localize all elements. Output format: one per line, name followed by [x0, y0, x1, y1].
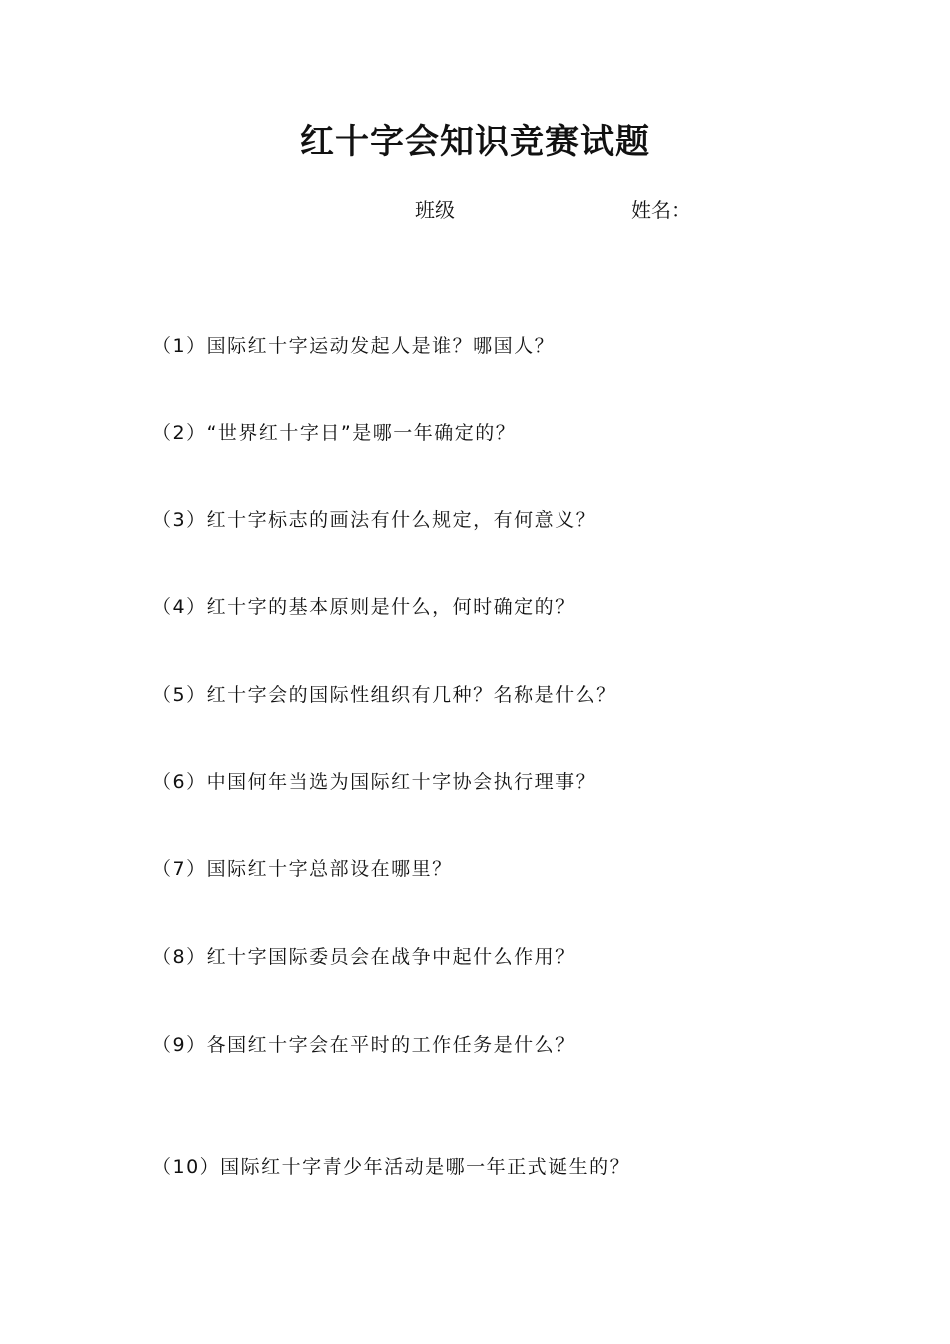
question-8: （8）红十字国际委员会在战争中起什么作用？ — [152, 946, 576, 968]
question-1: （1）国际红十字运动发起人是谁？哪国人？ — [152, 335, 556, 357]
question-4: （4）红十字的基本原则是什么，何时确定的？ — [152, 596, 576, 618]
question-3: （3）红十字标志的画法有什么规定，有何意义？ — [152, 509, 597, 531]
class-field-label: 班级 — [415, 198, 455, 222]
question-10: （10）国际红十字青少年活动是哪一年正式诞生的？ — [152, 1156, 631, 1178]
name-field-label: 姓名： — [631, 198, 691, 222]
question-2: （2）“世界红十字日”是哪一年确定的？ — [152, 422, 517, 444]
page-title: 红十字会知识竞赛试题 — [300, 122, 650, 162]
question-5: （5）红十字会的国际性组织有几种？名称是什么？ — [152, 684, 617, 706]
question-9: （9）各国红十字会在平时的工作任务是什么？ — [152, 1034, 576, 1056]
question-7: （7）国际红十字总部设在哪里？ — [152, 858, 453, 880]
question-6: （6）中国何年当选为国际红十字协会执行理事？ — [152, 771, 597, 793]
